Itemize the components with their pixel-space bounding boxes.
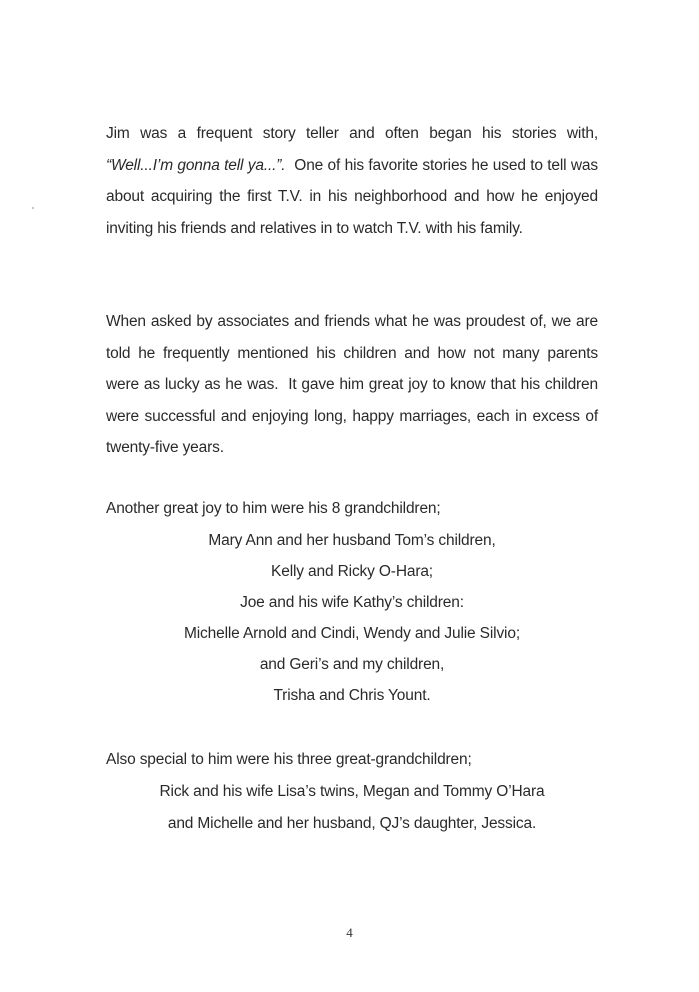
great-grandchildren-line: Rick and his wife Lisa’s twins, Megan and Tommy O’Hara bbox=[159, 783, 545, 800]
paragraph-1-text-end: One of his favorite stories he used to tell was about acquiring the first T.V. in his neighborhood and how he enjoyed inviting his friends and relatives in to watch T.V. with his family. bbox=[106, 156, 603, 237]
grandchildren-line: and Geri’s and my children, bbox=[259, 656, 445, 673]
paragraph-story-teller bbox=[106, 118, 603, 244]
grandchildren-line: Michelle Arnold and Cindi, Wendy and Julie Silvio; bbox=[184, 625, 520, 642]
great-grandchildren-intro: Also special to him were his three great-grandchildren; bbox=[106, 751, 472, 768]
paragraph-1-text-start: Jim was a frequent story teller and often began his stories with, bbox=[106, 125, 598, 142]
grandchildren-intro: Another great joy to him were his 8 grandchildren; bbox=[106, 500, 441, 517]
grandchildren-line: Trisha and Chris Yount. bbox=[273, 687, 431, 704]
paragraph-1-quote: “Well...I’m gonna tell ya...”. bbox=[106, 156, 286, 174]
grandchildren-line: Mary Ann and her husband Tom’s children, bbox=[208, 532, 496, 549]
great-grandchildren-line: and Michelle and her husband, QJ’s daughter, Jessica. bbox=[167, 815, 537, 832]
paragraph-proudest-of: When asked by associates and friends what he was proudest of, we are told he frequently mentioned his children and how not many parents were as lucky as he was. It gave him great joy to know that his children were successful and enjoying long, happy marriages, each in excess of twenty-five years. bbox=[106, 313, 603, 456]
grandchildren-line: Joe and his wife Kathy’s children: bbox=[240, 594, 464, 611]
scan-speck bbox=[32, 207, 34, 209]
page-number: 4 bbox=[346, 925, 353, 940]
grandchildren-line: Kelly and Ricky O-Hara; bbox=[271, 563, 433, 580]
